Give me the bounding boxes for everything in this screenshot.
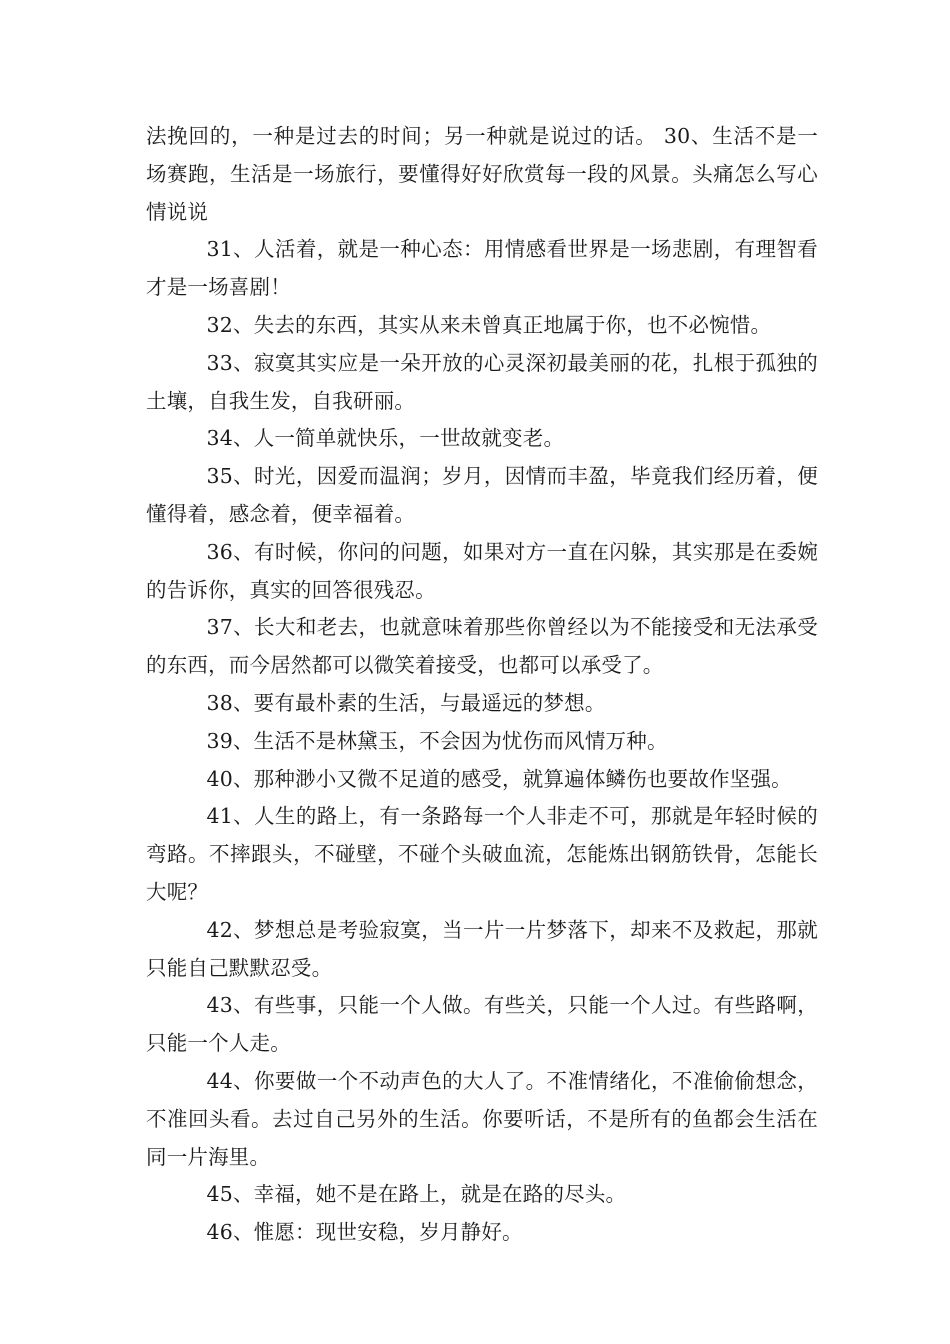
paragraph-31: 31、人活着，就是一种心态：用情感看世界是一场悲剧，有理智看才是一场喜剧！: [146, 237, 818, 300]
paragraph-45: 45、幸福，她不是在路上，就是在路的尽头。: [206, 1182, 627, 1207]
paragraph-34: 34、人一简单就快乐，一世故就变老。: [206, 426, 565, 451]
paragraph-33: 33、寂寞其实应是一朵开放的心灵深初最美丽的花，扎根于孤独的土壤，自我生发，自我研丽。: [146, 350, 818, 413]
paragraph-39: 39、生活不是林黛玉，不会因为忧伤而风情万种。: [206, 728, 668, 753]
paragraph-43: 43、有些事，只能一个人做。有些关，只能一个人过。有些路啊，只能一个人走。: [146, 993, 818, 1056]
paragraph-38: 38、要有最朴素的生活，与最遥远的梦想。: [206, 690, 606, 715]
paragraph-46: 46、惟愿：现世安稳，岁月静好。: [206, 1220, 523, 1245]
paragraph-36: 36、有时候，你问的问题，如果对方一直在闪躲，其实那是在委婉的告诉你，真实的回答很残忍。: [146, 539, 818, 602]
document-body: [146, 118, 818, 1252]
paragraph-35: 35、时光，因爱而温润；岁月，因情而丰盈，毕竟我们经历着，便懂得着，感念着，便幸福着。: [146, 464, 818, 526]
paragraph-40: 40、那种渺小又微不足道的感受，就算遍体鳞伤也要故作坚强。: [206, 766, 792, 791]
paragraph-37: 37、长大和老去，也就意味着那些你曾经以为不能接受和无法承受的东西，而今居然都可以微笑着接受，也都可以承受了。: [146, 615, 818, 678]
paragraph-44: 44、你要做一个不动声色的大人了。不准情绪化，不准偷偷想念，不准回头看。去过自己另外的生活。你要听话，不是所有的鱼都会生活在同一片海里。: [146, 1068, 818, 1169]
paragraph-41: 41、人生的路上，有一条路每一个人非走不可，那就是年轻时候的弯路。不摔跟头，不碰壁，不碰个头破血流，怎能炼出钢筋铁骨，怎能长大呢？: [146, 804, 818, 904]
paragraph-32: 32、失去的东西，其实从来未曾真正地属于你，也不必惋惜。: [206, 312, 772, 337]
paragraph-42: 42、梦想总是考验寂寞，当一片一片梦落下，却来不及救起，那就只能自己默默忍受。: [146, 917, 818, 980]
paragraph-continuation: 法挽回的，一种是过去的时间；另一种就是说过的话。 30、生活不是一场赛跑，生活是一场旅行，要懂得好好欣赏每一段的风景。头痛怎么写心情说说: [146, 124, 818, 224]
